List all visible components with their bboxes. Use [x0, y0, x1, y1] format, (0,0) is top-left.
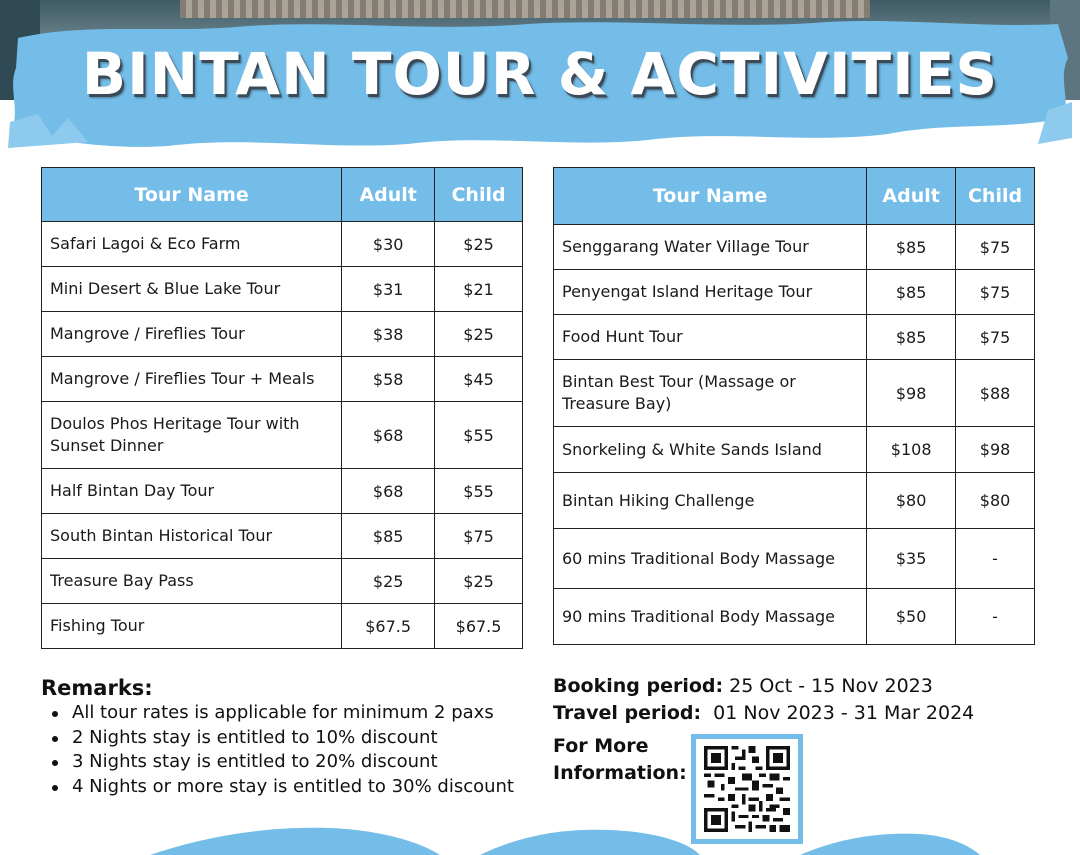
adult-price-cell: $80: [867, 473, 956, 529]
list-item: All tour rates is applicable for minimum 2 paxs: [50, 701, 530, 726]
tour-name-cell: Mangrove / Fireflies Tour: [42, 312, 342, 357]
column-header-tour-name: Tour Name: [42, 168, 342, 222]
adult-price-cell: $85: [867, 225, 956, 270]
bottom-wave-decoration: [0, 820, 1080, 855]
table-row: [554, 473, 1035, 529]
adult-price-cell: $35: [867, 529, 956, 589]
adult-price-cell: $68: [342, 402, 435, 469]
table-row: [42, 469, 523, 514]
table-row: [42, 222, 523, 267]
child-price-cell: $21: [435, 267, 523, 312]
column-header-tour-name: Tour Name: [554, 168, 867, 225]
tour-table-right: [553, 167, 1035, 645]
table-row: [554, 270, 1035, 315]
adult-price-cell: $85: [867, 315, 956, 360]
child-price-cell: $25: [435, 559, 523, 604]
tour-name-cell: Mini Desert & Blue Lake Tour: [42, 267, 342, 312]
tour-name-cell: Food Hunt Tour: [554, 315, 867, 360]
table-row: [42, 357, 523, 402]
page-title: BINTAN TOUR & ACTIVITIES: [81, 40, 999, 108]
column-header-adult: Adult: [867, 168, 956, 225]
adult-price-cell: $68: [342, 469, 435, 514]
table-row: [42, 267, 523, 312]
child-price-cell: $98: [956, 427, 1035, 473]
adult-price-cell: $30: [342, 222, 435, 267]
tour-name-cell: Treasure Bay Pass: [42, 559, 342, 604]
tour-name-cell: Mangrove / Fireflies Tour + Meals: [42, 357, 342, 402]
table-row: [554, 360, 1035, 427]
child-price-cell: $67.5: [435, 604, 523, 649]
child-price-cell: $45: [435, 357, 523, 402]
child-price-cell: $25: [435, 222, 523, 267]
adult-price-cell: $98: [867, 360, 956, 427]
child-price-cell: $88: [956, 360, 1035, 427]
child-price-cell: $25: [435, 312, 523, 357]
more-info-line-2: Information:: [553, 762, 687, 784]
more-info-line-1: For More: [553, 735, 649, 757]
tour-name-cell: Half Bintan Day Tour: [42, 469, 342, 514]
adult-price-cell: $50: [867, 589, 956, 645]
remarks-heading: Remarks:: [41, 676, 153, 700]
list-item: 4 Nights or more stay is entitled to 30% discount: [50, 775, 530, 800]
booking-period-label: Booking period:: [553, 675, 724, 697]
table-row: [554, 225, 1035, 270]
table-row: [554, 589, 1035, 645]
child-price-cell: $55: [435, 469, 523, 514]
table-row: [42, 312, 523, 357]
adult-price-cell: $67.5: [342, 604, 435, 649]
child-price-cell: $75: [956, 315, 1035, 360]
booking-period-value: 25 Oct - 15 Nov 2023: [723, 675, 933, 697]
adult-price-cell: $38: [342, 312, 435, 357]
tour-name-cell: 60 mins Traditional Body Massage: [554, 529, 867, 589]
column-header-child: Child: [956, 168, 1035, 225]
table-header-row: [554, 168, 1035, 225]
table-row: [42, 559, 523, 604]
tour-name-cell: Safari Lagoi & Eco Farm: [42, 222, 342, 267]
roof-image: [180, 0, 870, 18]
child-price-cell: $80: [956, 473, 1035, 529]
table-row: [554, 315, 1035, 360]
child-price-cell: -: [956, 529, 1035, 589]
list-item: 2 Nights stay is entitled to 10% discount: [50, 726, 530, 751]
adult-price-cell: $108: [867, 427, 956, 473]
travel-period-label: Travel period:: [553, 702, 702, 724]
column-header-adult: Adult: [342, 168, 435, 222]
tour-name-cell: Bintan Best Tour (Massage or Treasure Bay): [554, 360, 867, 427]
table-row: [42, 402, 523, 469]
adult-price-cell: $85: [867, 270, 956, 315]
child-price-cell: $75: [435, 514, 523, 559]
booking-period: [553, 675, 933, 697]
tour-name-cell: Doulos Phos Heritage Tour with Sunset Dinner: [42, 402, 342, 469]
more-info-label: [553, 733, 687, 787]
child-price-cell: -: [956, 589, 1035, 645]
list-item: 3 Nights stay is entitled to 20% discount: [50, 750, 530, 775]
tour-name-cell: Senggarang Water Village Tour: [554, 225, 867, 270]
tour-name-cell: South Bintan Historical Tour: [42, 514, 342, 559]
table-row: [42, 604, 523, 649]
child-price-cell: $55: [435, 402, 523, 469]
adult-price-cell: $31: [342, 267, 435, 312]
table-row: [554, 427, 1035, 473]
adult-price-cell: $25: [342, 559, 435, 604]
adult-price-cell: $58: [342, 357, 435, 402]
remarks-list: [50, 701, 530, 799]
tour-name-cell: Penyengat Island Heritage Tour: [554, 270, 867, 315]
tour-table-left: [41, 167, 523, 649]
table-header-row: [42, 168, 523, 222]
table-row: [554, 529, 1035, 589]
adult-price-cell: $85: [342, 514, 435, 559]
column-header-child: Child: [435, 168, 523, 222]
table-row: [42, 514, 523, 559]
tour-name-cell: Snorkeling & White Sands Island: [554, 427, 867, 473]
child-price-cell: $75: [956, 270, 1035, 315]
travel-period-value: 01 Nov 2023 - 31 Mar 2024: [701, 702, 975, 724]
tour-name-cell: Bintan Hiking Challenge: [554, 473, 867, 529]
tour-name-cell: 90 mins Traditional Body Massage: [554, 589, 867, 645]
travel-period: [553, 702, 974, 724]
child-price-cell: $75: [956, 225, 1035, 270]
tour-name-cell: Fishing Tour: [42, 604, 342, 649]
